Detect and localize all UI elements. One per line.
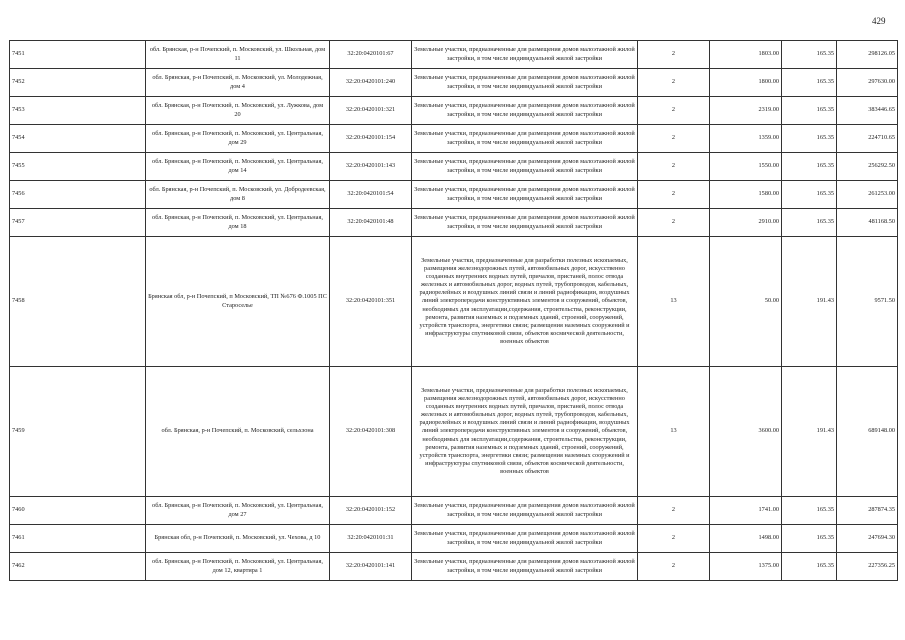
row-cadastral-value: 287874.35 xyxy=(837,497,898,525)
row-number: 7452 xyxy=(10,69,146,97)
row-cadastral-value: 224710.65 xyxy=(837,125,898,153)
row-address: обл. Брянская, р-н Почепский, п. Московский, ул. Центральная, дом 18 xyxy=(146,209,330,237)
row-rate: 191.43 xyxy=(782,367,837,497)
row-number: 7451 xyxy=(10,41,146,69)
row-cadastral-number: 32:20:0420101:31 xyxy=(330,525,412,553)
row-cadastral-number: 32:20:0420101:154 xyxy=(330,125,412,153)
row-address: Брянская обл, р-н Почепский, п Московский, ТП №676 Ф.1005 ПС Старосельe xyxy=(146,237,330,367)
row-number: 7454 xyxy=(10,125,146,153)
row-area: 3600.00 xyxy=(710,367,782,497)
row-rate: 165.35 xyxy=(782,153,837,181)
row-land-use: Земельные участки, предназначенные для размещения домов малоэтажной жилой застройки, в том числе индивидуальной жилой застройки xyxy=(412,153,638,181)
table-row xyxy=(10,237,898,367)
row-land-use: Земельные участки, предназначенные для разработки полезных ископаемых, размещения железнодорожных путей, автомобильных дорог, искусственно созданных внутренних водных путей, причалов, пристаней, полос отвода железных и автомобильных дорог, водных путей, трубопроводов, кабельных, радиорелейных и воздушных линий связи и линий радиофикации, воздушных линий электропередачи конструктивных элементов и сооружений, объектов, необходимых для эксплуатации,содержания, строительства, реконструкции, ремонта, развития наземных и подземных зданий, строений, сооружений, устройств транспорта, энергетики связи; размещения наземных сооружений и инфраструктуры спутниковой связи, объектов космической деятельности, военных объектов xyxy=(412,237,638,367)
row-rate: 165.35 xyxy=(782,125,837,153)
row-address: обл. Брянская, р-н Почепский, п. Московский, ул. Лужкова, дом 20 xyxy=(146,97,330,125)
row-number: 7458 xyxy=(10,237,146,367)
row-address: обл. Брянская, р-н Почепский, п. Московский, ул. Добродеевская, дом 8 xyxy=(146,181,330,209)
row-cadastral-value: 247694.30 xyxy=(837,525,898,553)
table-row xyxy=(10,125,898,153)
row-land-use: Земельные участки, предназначенные для размещения домов малоэтажной жилой застройки, в том числе индивидуальной жилой застройки xyxy=(412,97,638,125)
row-category: 2 xyxy=(638,553,710,581)
table-row xyxy=(10,209,898,237)
row-land-use: Земельные участки, предназначенные для размещения домов малоэтажной жилой застройки, в том числе индивидуальной жилой застройки xyxy=(412,525,638,553)
table-row xyxy=(10,497,898,525)
row-rate: 165.35 xyxy=(782,97,837,125)
row-address: обл. Брянская, р-н Почепский, п. Московский, ул. Центральная, дом 29 xyxy=(146,125,330,153)
row-area: 1741.00 xyxy=(710,497,782,525)
row-address: обл. Брянская, р-н Почепский, п. Московский, ул. Центральная, дом 27 xyxy=(146,497,330,525)
row-category: 2 xyxy=(638,525,710,553)
row-rate: 165.35 xyxy=(782,497,837,525)
row-cadastral-value: 383446.65 xyxy=(837,97,898,125)
row-cadastral-number: 32:20:0420101:143 xyxy=(330,153,412,181)
row-number: 7456 xyxy=(10,181,146,209)
row-area: 1375.00 xyxy=(710,553,782,581)
table-row xyxy=(10,181,898,209)
table-row xyxy=(10,553,898,581)
table-row xyxy=(10,97,898,125)
row-cadastral-number: 32:20:0420101:67 xyxy=(330,41,412,69)
row-address: обл. Брянская, р-н Почепский, п. Московский, ул. Центральная, дом 12, квартира 1 xyxy=(146,553,330,581)
table-row xyxy=(10,41,898,69)
row-address: обл. Брянская, р-н Почепский, п. Московский, ул. Молодежная, дом 4 xyxy=(146,69,330,97)
row-cadastral-number: 32:20:0420101:152 xyxy=(330,497,412,525)
row-category: 2 xyxy=(638,209,710,237)
row-area: 2910.00 xyxy=(710,209,782,237)
row-rate: 165.35 xyxy=(782,41,837,69)
row-category: 2 xyxy=(638,97,710,125)
row-rate: 165.35 xyxy=(782,69,837,97)
row-area: 1800.00 xyxy=(710,69,782,97)
page-number: 429 xyxy=(872,16,886,26)
row-number: 7457 xyxy=(10,209,146,237)
row-land-use: Земельные участки, предназначенные для размещения домов малоэтажной жилой застройки, в том числе индивидуальной жилой застройки xyxy=(412,181,638,209)
row-category: 2 xyxy=(638,153,710,181)
row-land-use: Земельные участки, предназначенные для размещения домов малоэтажной жилой застройки, в том числе индивидуальной жилой застройки xyxy=(412,209,638,237)
row-land-use: Земельные участки, предназначенные для размещения домов малоэтажной жилой застройки, в том числе индивидуальной жилой застройки xyxy=(412,41,638,69)
row-cadastral-number: 32:20:0420101:54 xyxy=(330,181,412,209)
row-area: 1359.00 xyxy=(710,125,782,153)
row-cadastral-number: 32:20:0420101:240 xyxy=(330,69,412,97)
row-rate: 165.35 xyxy=(782,209,837,237)
row-rate: 165.35 xyxy=(782,553,837,581)
row-land-use: Земельные участки, предназначенные для размещения домов малоэтажной жилой застройки, в том числе индивидуальной жилой застройки xyxy=(412,125,638,153)
row-area: 50.00 xyxy=(710,237,782,367)
row-category: 2 xyxy=(638,69,710,97)
table-row xyxy=(10,153,898,181)
row-rate: 165.35 xyxy=(782,525,837,553)
row-land-use: Земельные участки, предназначенные для разработки полезных ископаемых, размещения железнодорожных путей, автомобильных дорог, искусственно созданных внутренних водных путей, причалов, пристаней, полос отвода железных и автомобильных дорог, водных путей, трубопроводов, кабельных, радиорелейных и воздушных линий связи и линий радиофикации, воздушных линий электропередачи конструктивных элементов и сооружений, объектов, необходимых для эксплуатации,содержания, строительства, реконструкции, ремонта, развития наземных и подземных зданий, строений, сооружений, устройств транспорта, энергетики связи; размещения наземных сооружений и инфраструктуры спутниковой связи, объектов космической деятельности, военных объектов xyxy=(412,367,638,497)
row-cadastral-number: 32:20:0420101:308 xyxy=(330,367,412,497)
cadastral-value-table xyxy=(9,40,898,581)
row-area: 1550.00 xyxy=(710,153,782,181)
row-rate: 191.43 xyxy=(782,237,837,367)
row-cadastral-value: 256292.50 xyxy=(837,153,898,181)
row-address: обл. Брянская, р-н Почепский, п. Московский, ул. Центральная, дом 14 xyxy=(146,153,330,181)
row-cadastral-number: 32:20:0420101:321 xyxy=(330,97,412,125)
row-number: 7460 xyxy=(10,497,146,525)
table-row xyxy=(10,525,898,553)
row-category: 2 xyxy=(638,125,710,153)
row-area: 2319.00 xyxy=(710,97,782,125)
row-category: 2 xyxy=(638,181,710,209)
row-number: 7462 xyxy=(10,553,146,581)
row-category: 13 xyxy=(638,367,710,497)
row-category: 2 xyxy=(638,41,710,69)
row-number: 7461 xyxy=(10,525,146,553)
row-cadastral-value: 297630.00 xyxy=(837,69,898,97)
row-land-use: Земельные участки, предназначенные для размещения домов малоэтажной жилой застройки, в том числе индивидуальной жилой застройки xyxy=(412,497,638,525)
table-row xyxy=(10,69,898,97)
row-category: 2 xyxy=(638,497,710,525)
table-row xyxy=(10,367,898,497)
row-land-use: Земельные участки, предназначенные для размещения домов малоэтажной жилой застройки, в том числе индивидуальной жилой застройки xyxy=(412,69,638,97)
row-land-use: Земельные участки, предназначенные для размещения домов малоэтажной жилой застройки, в том числе индивидуальной жилой застройки xyxy=(412,553,638,581)
row-address: Брянская обл, р-н Почепский, п. Московский, ул. Чехова, д 10 xyxy=(146,525,330,553)
row-cadastral-value: 298126.05 xyxy=(837,41,898,69)
row-cadastral-value: 227356.25 xyxy=(837,553,898,581)
row-cadastral-number: 32:20:0420101:141 xyxy=(330,553,412,581)
row-cadastral-number: 32:20:0420101:48 xyxy=(330,209,412,237)
row-cadastral-value: 261253.00 xyxy=(837,181,898,209)
row-rate: 165.35 xyxy=(782,181,837,209)
row-area: 1803.00 xyxy=(710,41,782,69)
row-category: 13 xyxy=(638,237,710,367)
row-area: 1580.00 xyxy=(710,181,782,209)
row-area: 1498.00 xyxy=(710,525,782,553)
row-address: обл. Брянская, р-н Почепский, п. Московский, ул. Школьная, дом 11 xyxy=(146,41,330,69)
row-number: 7455 xyxy=(10,153,146,181)
row-number: 7453 xyxy=(10,97,146,125)
row-cadastral-value: 481168.50 xyxy=(837,209,898,237)
row-cadastral-value: 689148.00 xyxy=(837,367,898,497)
row-cadastral-number: 32:20:0420101:351 xyxy=(330,237,412,367)
row-number: 7459 xyxy=(10,367,146,497)
row-cadastral-value: 9571.50 xyxy=(837,237,898,367)
row-address: обл. Брянская, р-н Почепский, п. Московский, сельхзона xyxy=(146,367,330,497)
